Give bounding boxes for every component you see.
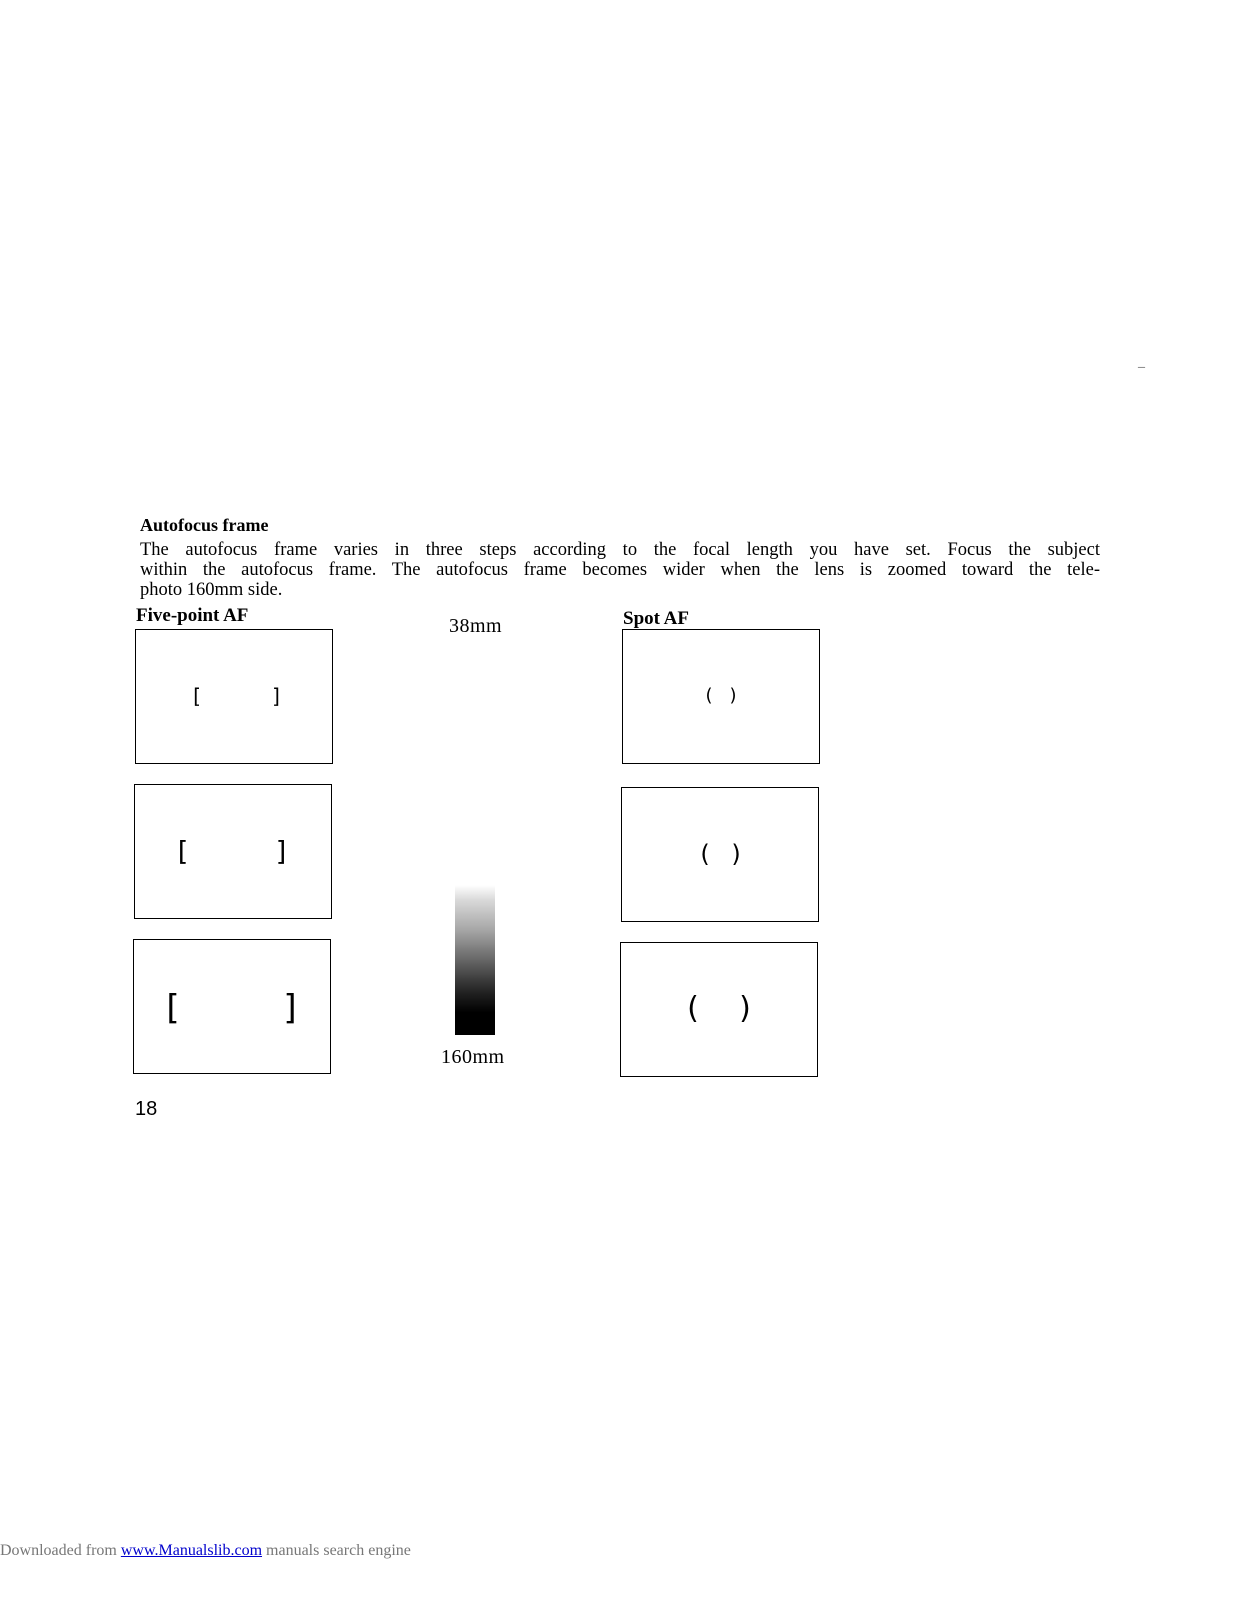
footer-prefix: Downloaded from	[0, 1542, 121, 1559]
margin-mark: _	[1138, 355, 1145, 370]
section-body	[140, 540, 1100, 600]
af-bracket-right: ]	[275, 836, 287, 868]
spot-frame-mid	[621, 787, 819, 922]
spot-bracket-right: )	[739, 991, 751, 1026]
spot-frame-160mm	[620, 942, 818, 1077]
spot-bracket-right: )	[729, 685, 737, 706]
five-point-frame-mid	[134, 784, 332, 919]
body-line-2: within the autofocus frame. The autofocus frame becomes wider when the lens is zoomed toward the tele-	[140, 560, 1100, 580]
spot-frame-38mm	[622, 629, 820, 764]
section-heading: Autofocus frame	[140, 515, 269, 535]
manualslib-link[interactable]: www.Manualslib.com	[120, 1542, 263, 1559]
page-number: 18	[135, 1098, 158, 1120]
body-line-3: photo 160mm side.	[140, 580, 283, 600]
five-point-frame-160mm	[133, 939, 331, 1074]
footer-suffix: manuals search engine	[262, 1542, 411, 1559]
body-line-1: The autofocus frame varies in three steps according to the focal length you have set. Focus the subject	[140, 540, 1100, 560]
zoom-tele-label: 160mm	[441, 1046, 505, 1068]
five-point-frame-38mm	[135, 629, 333, 764]
five-point-af-title: Five-point AF	[136, 605, 249, 626]
spot-af-title: Spot AF	[623, 608, 689, 629]
spot-bracket-left: (	[700, 840, 710, 868]
spot-bracket-left: (	[687, 991, 699, 1026]
zoom-scale-bar	[455, 885, 495, 1035]
af-bracket-left: [	[177, 836, 189, 868]
spot-bracket-right: )	[731, 840, 741, 868]
af-bracket-left: [	[193, 684, 201, 708]
af-bracket-right: ]	[283, 988, 297, 1028]
spot-bracket-left: (	[705, 685, 713, 706]
af-bracket-right: ]	[272, 684, 280, 708]
zoom-wide-label: 38mm	[449, 615, 503, 637]
download-footer	[0, 1542, 411, 1560]
af-bracket-left: [	[166, 988, 180, 1028]
